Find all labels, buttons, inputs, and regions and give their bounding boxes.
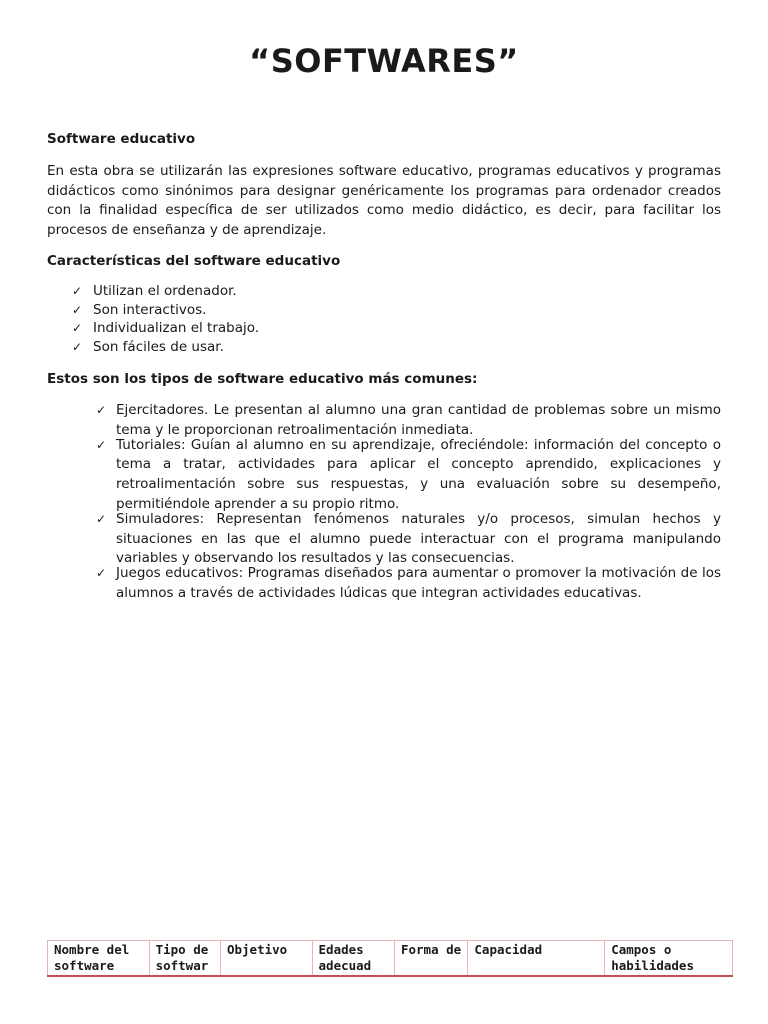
table-header-cell: Forma de: [394, 941, 467, 977]
list-item: ✓ Simuladores: Representan fenómenos naturales y/o procesos, simulan hechos y situaciones en las que el alumno puede interactuar con el programa manipulando variables y observando los resultados y las consecuencias.: [96, 510, 721, 567]
intro-paragraph: En esta obra se utilizarán las expresiones software educativo, programas educativos y programas didácticos como sinónimos para designar genéricamente los programas para ordenador creados con la finalidad específica de ser utilizados como medio didáctico, es decir, para facilitar los procesos de enseñanza y de aprendizaje.: [47, 163, 721, 238]
table-header-cell: Capacidad: [468, 941, 605, 977]
table-header-cell: Tipo de softwar: [149, 941, 220, 977]
section-heading-software-educativo: Software educativo: [47, 131, 196, 147]
software-table: [47, 940, 733, 977]
checkmark-icon: ✓: [96, 566, 107, 581]
table-header-cell: Edades adecuad: [312, 941, 394, 977]
table-header-cell: Objetivo: [220, 941, 312, 977]
table-header-row: [48, 941, 733, 977]
software-types-list: [96, 401, 721, 599]
table-header-cell: Campos o habilidades: [605, 941, 733, 977]
checkmark-icon: ✓: [72, 339, 83, 354]
section-heading-tipos: Estos son los tipos de software educativo más comunes:: [47, 371, 478, 387]
list-item: ✓ Son fáciles de usar.: [72, 338, 224, 355]
table-header-cell: Nombre del software: [48, 941, 150, 977]
checkmark-icon: ✓: [72, 284, 83, 298]
list-item: ✓ Juegos educativos: Programas diseñados para aumentar o promover la motivación de los alumnos a través de actividades lúdicas que integran actividades educativas.: [96, 565, 721, 601]
page-title: “SOFTWARES”: [249, 42, 519, 80]
checkmark-icon: ✓: [72, 302, 83, 317]
checkmark-icon: ✓: [96, 511, 107, 526]
characteristics-list: [72, 282, 259, 356]
list-item: ✓ Tutoriales: Guían al alumno en su aprendizaje, ofreciéndole: información del concepto o tema a tratar, actividades para aplicar el concepto aprendido, explicaciones y retroalimentación sobre sus respuestas, y una evaluación sobre su desempeño, permitiéndole aprender a su propio ritmo.: [96, 436, 721, 512]
section-heading-caracteristicas: Características del software educativo: [47, 253, 341, 269]
checkmark-icon: ✓: [96, 403, 107, 417]
list-item: ✓ Individualizan el trabajo.: [72, 320, 260, 336]
list-item: ✓ Son interactivos.: [72, 301, 207, 318]
checkmark-icon: ✓: [72, 321, 83, 335]
checkmark-icon: ✓: [96, 437, 107, 452]
list-item: ✓ Ejercitadores. Le presentan al alumno una gran cantidad de problemas sobre un mismo tema y le proporcionan retroalimentación inmediata.: [96, 402, 721, 438]
list-item: ✓ Utilizan el ordenador.: [72, 283, 237, 299]
